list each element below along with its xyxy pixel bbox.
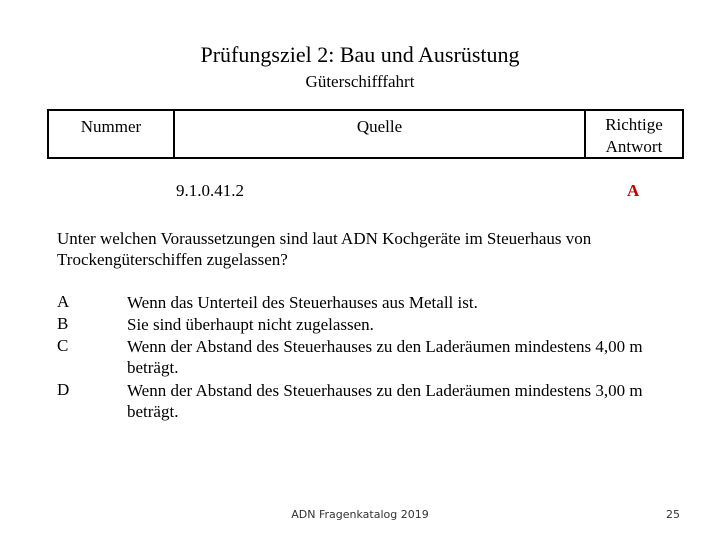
header-table [47,109,684,159]
option-b-letter: B [57,314,69,333]
header-correct-answer [586,114,682,158]
question-text: Unter welchen Voraussetzungen sind laut ADN Kochgeräte im Steuerhaus von Trockengüterschiffen zugelassen? [57,229,592,269]
option-c-text: Wenn der Abstand des Steuerhauses zu den Laderäumen mindestens 4,00 m beträgt. [127,337,643,377]
option-c-letter: C [57,336,69,355]
header-number: Nummer [80,117,142,136]
question-number: 9.1.0.41.2 [176,181,244,200]
footer-catalog: ADN Fragenkatalog 2019 [291,508,429,521]
page-number: 25 [666,508,680,521]
option-a-letter: A [57,292,70,311]
header-source: Quelle [356,117,403,136]
header-correct-answer-line2: Antwort [605,137,663,156]
option-b-text: Sie sind überhaupt nicht zugelassen. [127,315,374,334]
page-title: Prüfungsziel 2: Bau und Ausrüstung [200,42,520,67]
option-a-text: Wenn das Unterteil des Steuerhauses aus Metall ist. [127,293,478,312]
correct-answer: A [627,181,640,200]
option-d-letter: D [57,380,70,399]
header-correct-answer-line1: Richtige [605,115,663,134]
option-d-text: Wenn der Abstand des Steuerhauses zu den Laderäumen mindestens 3,00 m beträgt. [127,381,643,421]
page-subtitle: Güterschifffahrt [305,72,415,91]
